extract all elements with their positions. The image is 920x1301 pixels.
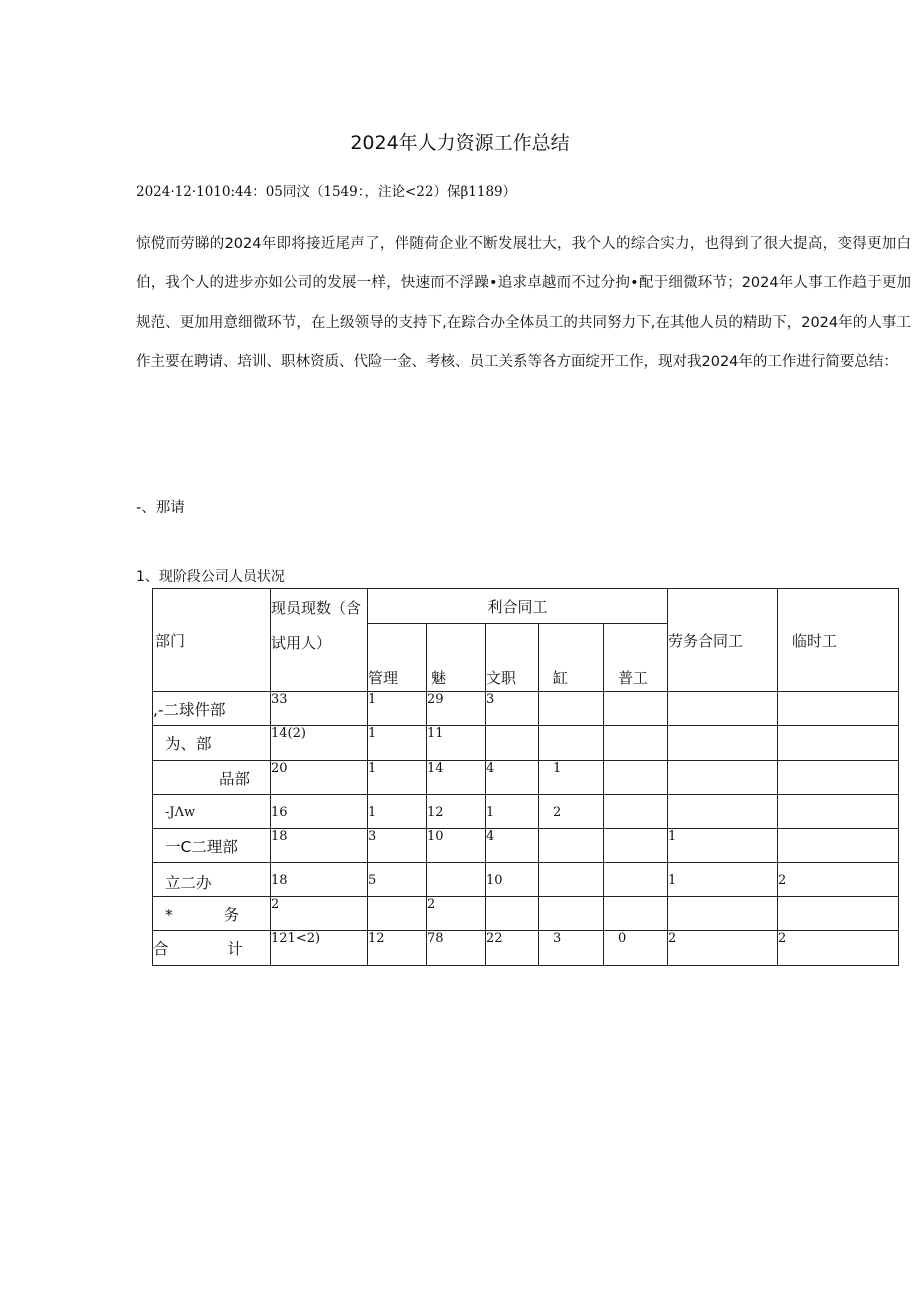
row-dept: 合 计 — [153, 931, 271, 966]
header-count: 现员现数（含试用人） — [271, 589, 368, 692]
staff-table — [152, 588, 899, 966]
row-c2 — [427, 863, 486, 897]
row-c2: 14 — [427, 761, 486, 795]
header-sub-4: 缸 — [539, 624, 604, 692]
row-c5 — [604, 692, 668, 726]
row-c1 — [368, 897, 427, 931]
header-temp: 临时工 — [778, 589, 899, 692]
row-c3: 10 — [486, 863, 539, 897]
row-count: 18 — [271, 829, 368, 863]
row-temp: 2 — [778, 863, 899, 897]
row-c1: 1 — [368, 795, 427, 829]
row-c1: 1 — [368, 726, 427, 761]
row-c4 — [539, 897, 604, 931]
row-count: 20 — [271, 761, 368, 795]
row-labor — [668, 761, 778, 795]
row-c5 — [604, 829, 668, 863]
row-c2: 78 — [427, 931, 486, 966]
row-c5 — [604, 897, 668, 931]
row-count: 14(2) — [271, 726, 368, 761]
row-c3 — [486, 897, 539, 931]
table-row — [153, 795, 899, 829]
table-row — [153, 829, 899, 863]
row-labor: 1 — [668, 829, 778, 863]
row-dept: ,-二球件部 — [153, 692, 271, 726]
row-temp — [778, 897, 899, 931]
row-c3: 3 — [486, 692, 539, 726]
intro-paragraph: 惊傥而劳睇的2024年即将接近尾声了，伴随荷企业不断发展壮大，我个人的综合实力，也得到了很大提高，变得更加白伯，我个人的进步亦如公司的发展一样，快速而不浮躁•追求卓越而不过分拘•配于细微环节；2024年人事工作趋于更加规范、更加用意细微环节，在上级领导的支持下,在踪合办全体员工的共同努力下,在其他人员的精助下，2024年的人事工作主要在聘请、培训、职林资质、代险一金、考核、员工关系等各方面绽开工作，现对我2024年的工作进行简要总结： — [136, 236, 911, 370]
table-row — [153, 761, 899, 795]
row-c5 — [604, 726, 668, 761]
row-c2: 29 — [427, 692, 486, 726]
row-labor — [668, 692, 778, 726]
row-c2: 10 — [427, 829, 486, 863]
row-c4 — [539, 863, 604, 897]
table-row — [153, 692, 899, 726]
row-temp — [778, 761, 899, 795]
row-dept: 品部 — [153, 761, 271, 795]
row-count: 16 — [271, 795, 368, 829]
subsection-heading: 1、现阶段公司人员状况 — [136, 569, 285, 585]
section-heading: -、那请 — [136, 500, 185, 516]
row-c2: 2 — [427, 897, 486, 931]
header-sub-clerical: 文职 — [486, 624, 539, 692]
row-dept: 为、部 — [153, 726, 271, 761]
header-sub-general: 普工 — [604, 624, 668, 692]
row-c3: 22 — [486, 931, 539, 966]
row-count: 2 — [271, 897, 368, 931]
row-count: 18 — [271, 863, 368, 897]
row-c5: 0 — [604, 931, 668, 966]
header-dept: 部门 — [153, 589, 271, 692]
table-row — [153, 897, 899, 931]
row-c3: 1 — [486, 795, 539, 829]
row-c3: 4 — [486, 761, 539, 795]
row-labor — [668, 726, 778, 761]
table-row-total — [153, 931, 899, 966]
row-c2: 11 — [427, 726, 486, 761]
row-c2: 12 — [427, 795, 486, 829]
row-c1: 12 — [368, 931, 427, 966]
row-temp — [778, 795, 899, 829]
document-title: 2024年人力资源工作总结 — [350, 132, 570, 154]
row-c4 — [539, 726, 604, 761]
row-c4 — [539, 692, 604, 726]
header-contract-group: 利合同工 — [368, 589, 668, 624]
header-labor: 劳务合同工 — [668, 589, 778, 692]
row-labor — [668, 897, 778, 931]
row-c5 — [604, 863, 668, 897]
row-c3 — [486, 726, 539, 761]
row-temp: 2 — [778, 931, 899, 966]
row-c1: 5 — [368, 863, 427, 897]
row-dept: 立二办 — [153, 863, 271, 897]
row-c5 — [604, 761, 668, 795]
row-count: 121<2) — [271, 931, 368, 966]
row-c4: 3 — [539, 931, 604, 966]
row-temp — [778, 829, 899, 863]
row-c4 — [539, 829, 604, 863]
meta-line: 2024·12·1010:44：05同汶（1549：，注论<22）保β1189） — [136, 184, 517, 200]
row-labor — [668, 795, 778, 829]
row-labor: 2 — [668, 931, 778, 966]
header-sub-2: 魅 — [427, 624, 486, 692]
row-c4: 2 — [539, 795, 604, 829]
header-sub-management: 管理 — [368, 624, 427, 692]
row-c1: 3 — [368, 829, 427, 863]
row-labor: 1 — [668, 863, 778, 897]
row-temp — [778, 692, 899, 726]
row-count: 33 — [271, 692, 368, 726]
row-dept: 一C二理部 — [153, 829, 271, 863]
row-temp — [778, 726, 899, 761]
row-c4: 1 — [539, 761, 604, 795]
row-c3: 4 — [486, 829, 539, 863]
row-dept: * 务 — [153, 897, 271, 931]
row-dept: -JΛw — [153, 795, 271, 829]
row-c1: 1 — [368, 761, 427, 795]
row-c1: 1 — [368, 692, 427, 726]
table-row — [153, 726, 899, 761]
table-row — [153, 863, 899, 897]
row-c5 — [604, 795, 668, 829]
